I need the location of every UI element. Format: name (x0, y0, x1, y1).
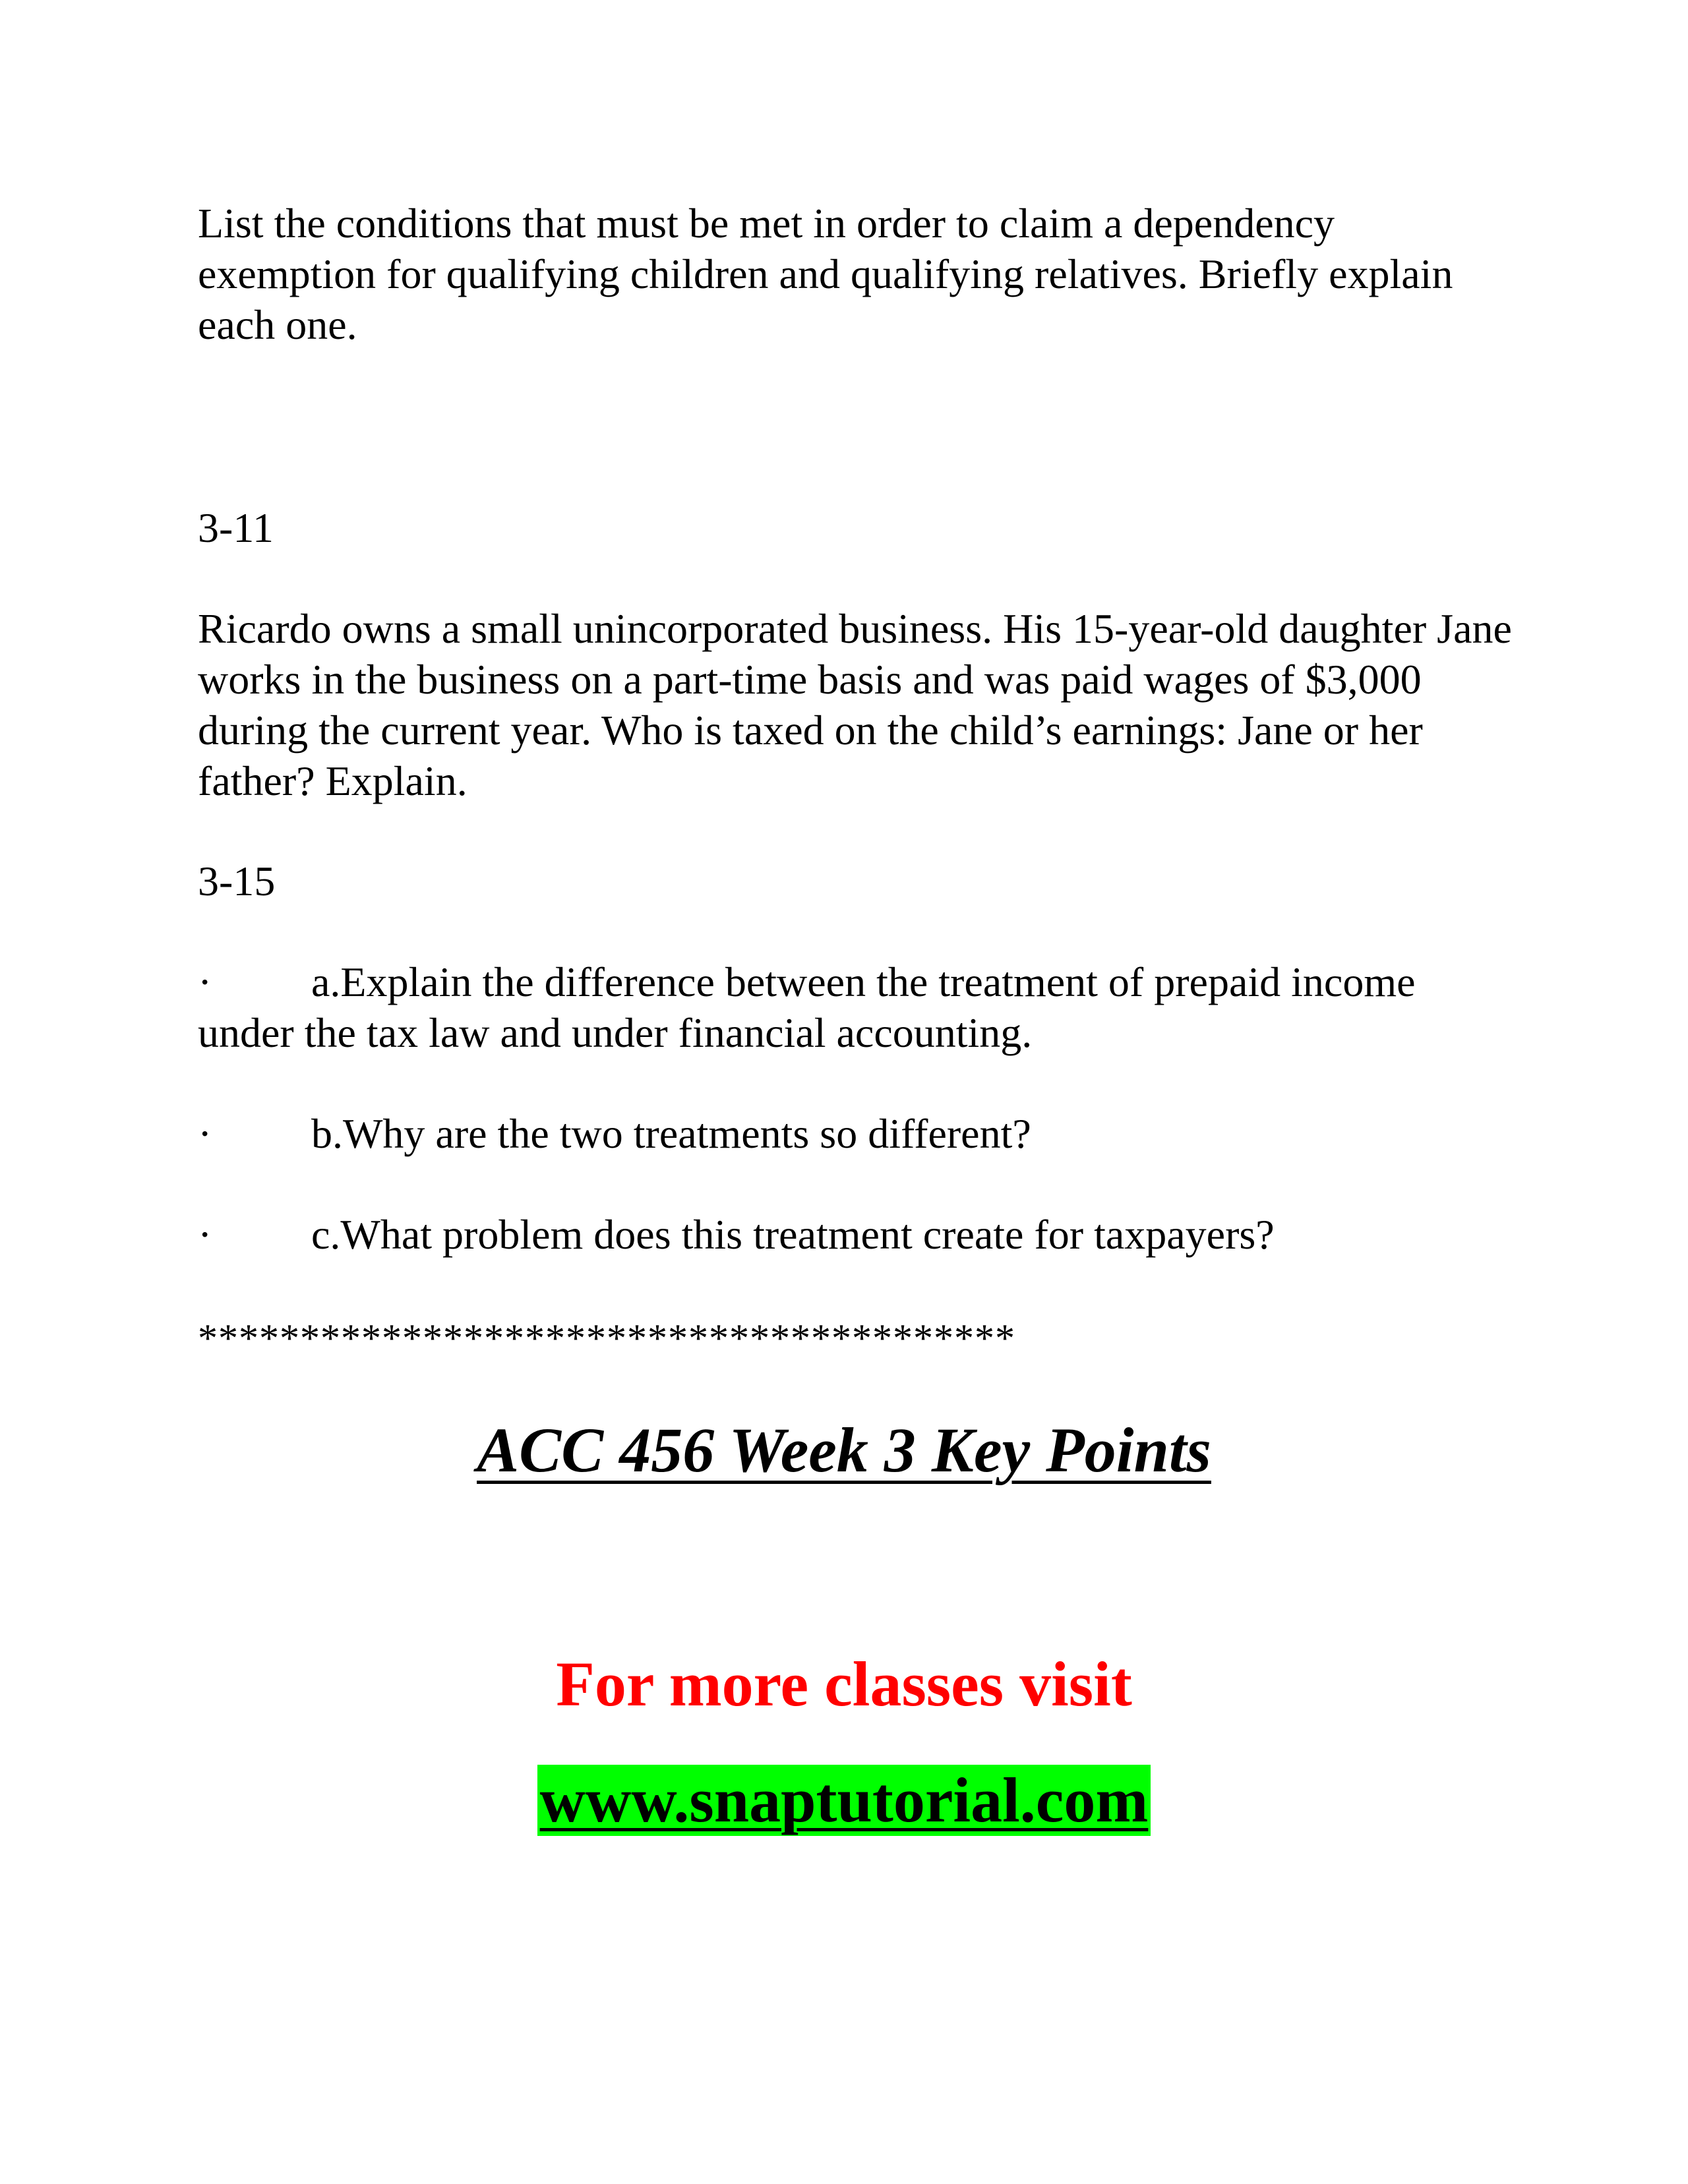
bullet-dot: · (198, 1110, 212, 1157)
problem-3-15-item-b (198, 1108, 1503, 1159)
item-a-text: a.Explain the difference between the treatment of prepaid income under the tax law and under financial accounting. (198, 959, 1416, 1056)
item-b-text: b.Why are the two treatments so different? (311, 1110, 1031, 1157)
promo-link-wrap (0, 1765, 1688, 1836)
problem-number-3-11: 3-11 (198, 504, 274, 551)
problem-3-11-text: Ricardo owns a small unincorporated business. His 15-year-old daughter Jane works in the business on a part-time basis and was paid wages of $3,000 during the current year. Who is taxed on the child’s earnings: Jane or her father? Explain. (198, 605, 1512, 804)
problem-3-15-item-c (198, 1209, 1503, 1260)
snaptutorial-link[interactable]: www.snaptutorial.com (537, 1765, 1151, 1836)
problem-3-15-item-a (198, 957, 1503, 1058)
intro-question: List the conditions that must be met in order to claim a dependency exemption for qualifying children and qualifying relatives. Briefly explain each one. (198, 200, 1453, 348)
bullet-dot: · (198, 959, 212, 1005)
problem-number-3-15: 3-15 (198, 858, 276, 904)
promo-text: For more classes visit (556, 1649, 1132, 1719)
bullet-dot: · (198, 1211, 212, 1258)
section-title: ACC 456 Week 3 Key Points (477, 1415, 1211, 1485)
separator-asterisks: **************************************** (198, 1316, 1015, 1360)
item-c-text: c.What problem does this treatment create for taxpayers? (311, 1211, 1275, 1258)
